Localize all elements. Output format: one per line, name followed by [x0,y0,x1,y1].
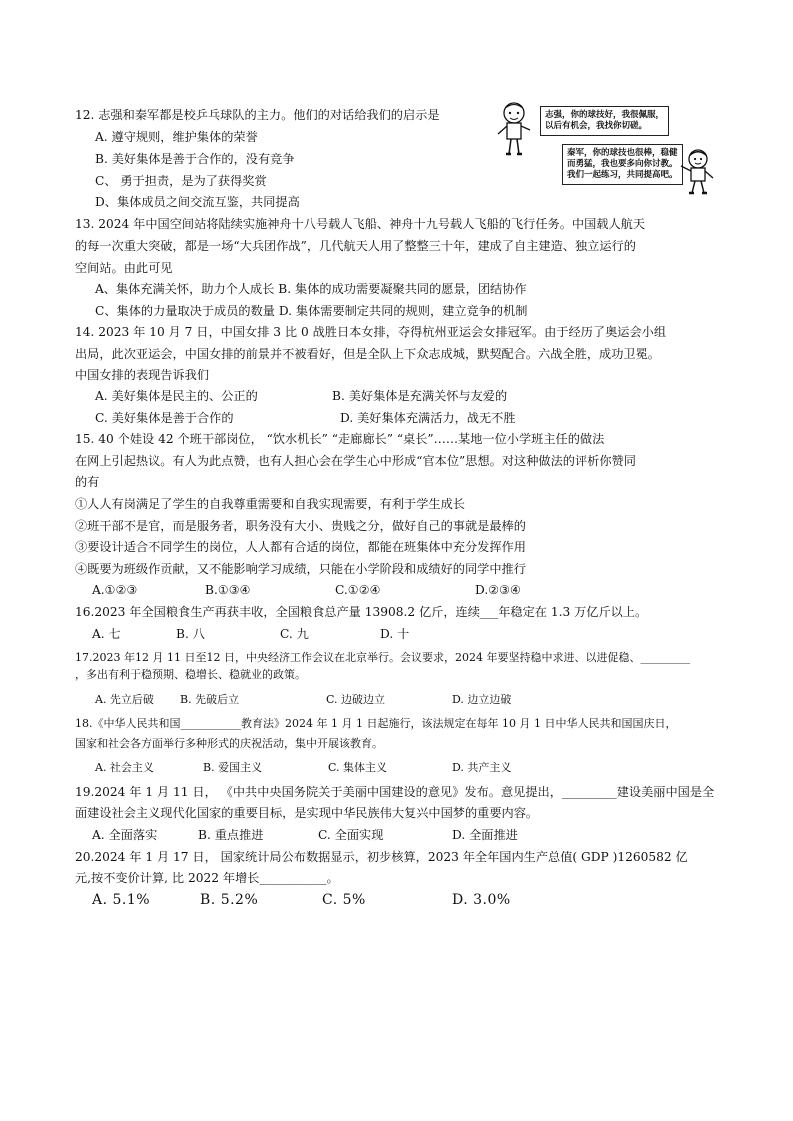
q15-option-c: C.①②④ [335,583,381,597]
speech-bubble-2 [562,144,683,185]
q12-option-a: A. 遵守规则，维护集体的荣誉 [95,130,258,144]
q20-option-c: C. 5% [322,892,366,908]
q18-option-c: C. 集体主义 [328,761,388,774]
q18-line-1: 18.《中华人民共和国___________教育法》2024 年 1 月 1 日起施行，该法规定在每年 10 月 1 日中华人民共和国国庆日， [75,717,677,730]
q15-item-1: ①人人有岗满足了学生的自我尊重需要和自我实现需要，有利于学生成长 [75,497,465,511]
q14-option-c: C. 美好集体是善于合作的 [95,411,234,425]
speech-bubble-1 [540,106,669,136]
q13-options-cd: C、集体的力量取决于成员的数量 D. 集体需要制定共同的规则，建立竞争的机制 [95,304,528,318]
q17-option-a: A. 先立后破 [95,693,154,706]
bubble-1-line-1: 志强，你的球技好，我很佩服， [545,110,665,120]
q19-option-a: A. 全面落实 [92,828,158,842]
q17-option-d: D. 边立边破 [452,693,512,706]
q12-option-d: D、集体成员之间交流互鉴，共同提高 [95,195,300,209]
q14-line-2: 出局，此次亚运会，中国女排的前景并不被看好，但是全队上下众志成城，默契配合。六战全胜，成功卫冕。 [75,347,660,361]
q16-option-b: B. 八 [176,627,205,641]
q15-option-b: B.①③④ [205,583,251,597]
q16-stem: 16.2023 年全国粮食生产再获丰收，全国粮食总产量 13908.2 亿斤，连续___年稳定在 1.3 万亿斤以上。 [75,605,648,619]
q15-line-2: 在网上引起热议。有人为此点赞，也有人担心会在学生心中形成“官本位”思想。对这种做法的评析你赞同 [75,454,636,468]
q20-line-1: 20.2024 年 1 月 17 日， 国家统计局公布数据显示，初步核算，2023 年全年国内生产总值( GDP )1260582 亿 [75,850,688,864]
q18-option-d: D. 共产主义 [452,761,512,774]
q15-line-3: 的有 [75,475,100,489]
q17-option-c: C. 边破边立 [326,693,386,706]
q13-line-2: 的每一次重大突破，都是一场“大兵团作战”，几代航天人用了整整三十年，建成了自主建造、独立运行的 [75,239,636,253]
boy-figure-illustration-2 [676,148,718,196]
q20-line-2: 元,按不变价计算, 比 2022 年增长___________。 [75,871,339,885]
q14-option-a: A. 美好集体是民主的、公正的 [95,389,258,403]
q19-option-c: C. 全面实现 [318,828,384,842]
q16-option-a: A. 七 [92,627,121,641]
q13-line-3: 空间站。由此可见 [75,261,173,275]
boy-figure-illustration [494,100,536,158]
q16-option-c: C. 九 [280,627,309,641]
q17-line-1: 17.2023 年12 月 11 日至12 日，中央经济工作会议在北京举行。会议要求，2024 年要坚持稳中求进、以进促稳、_________ [75,651,690,664]
q14-line-1: 14. 2023 年 10 月 7 日，中国女排 3 比 0 战胜日本女排，夺得杭州亚运会女排冠军。由于经历了奥运会小组 [75,325,667,339]
q19-option-b: B. 重点推进 [198,828,264,842]
q14-line-3: 中国女排的表现告诉我们 [75,368,210,382]
bubble-2-line-1: 秦军，你的球技也很棒，稳健 [567,148,678,158]
bubble-1-line-2: 以后有机会，我找你切磋。 [545,121,648,131]
q13-line-1: 13. 2024 年中国空间站将陆续实施神舟十八号载人飞船、神舟十九号载人飞船的飞行任务。中国载人航天 [75,217,646,231]
bubble-2-line-3: 我们一起练习，共同提高吧。 [567,170,678,180]
q15-option-d: D.②③④ [475,583,521,597]
q20-option-b: B. 5.2% [200,892,259,908]
q19-line-1: 19.2024 年 1 月 11 日， 《中共中央国务院关于美丽中国建设的意见》发布。意见提出，_________建设美丽中国是全 [75,785,715,799]
q13-options-ab: A、集体充满关怀，助力个人成长 B. 集体的成功需要凝聚共同的愿景，团结协作 [95,282,527,296]
q18-option-b: B. 爱国主义 [203,761,263,774]
q12-option-c: C、 勇于担责，是为了获得奖赏 [95,174,267,188]
q20-option-d: D. 3.0% [452,892,511,908]
q19-line-2: 面建设社会主义现代化国家的重要目标，是实现中华民族伟大复兴中国梦的重要内容。 [75,806,539,820]
q19-option-d: D. 全面推进 [452,828,518,842]
q15-item-4: ④既要为班级作贡献，又不能影响学习成绩，只能在小学阶段和成绩好的同学中推行 [75,562,526,576]
q16-option-d: D. 十 [380,627,410,641]
q12-option-b: B. 美好集体是善于合作的，没有竞争 [95,152,295,166]
q17-option-b: B. 先破后立 [180,693,240,706]
q17-line-2: ，多出有利于稳预期、稳增长、稳就业的政策。 [75,668,306,681]
q15-line-1: 15. 40 个娃设 42 个班干部岗位， “饮水机长” “走廊廊长” “桌长”……某地一位小学班主任的做法 [75,432,605,446]
q20-option-a: A. 5.1% [92,892,151,908]
q15-item-2: ②班干部不是官，而是服务者，职务没有大小、贵贱之分，做好自己的事就是最棒的 [75,519,526,533]
q18-option-a: A. 社会主义 [95,761,154,774]
bubble-2-line-2: 而勇猛，我也要多向你讨教。 [567,159,678,169]
q18-line-2: 国家和社会各方面举行多种形式的庆祝活动，集中开展该教育。 [75,737,383,750]
q15-option-a: A.①②③ [92,583,138,597]
q15-item-3: ③要设计适合不同学生的岗位，人人都有合适的岗位，都能在班集体中充分发挥作用 [75,540,526,554]
q12-stem: 12. 志强和秦军都是校乒乓球队的主力。他们的对话给我们的启示是 [75,108,440,122]
q14-option-b: B. 美好集体是充满关怀与友爱的 [332,389,508,403]
q14-option-d: D. 美好集体充满活力，战无不胜 [340,411,516,425]
